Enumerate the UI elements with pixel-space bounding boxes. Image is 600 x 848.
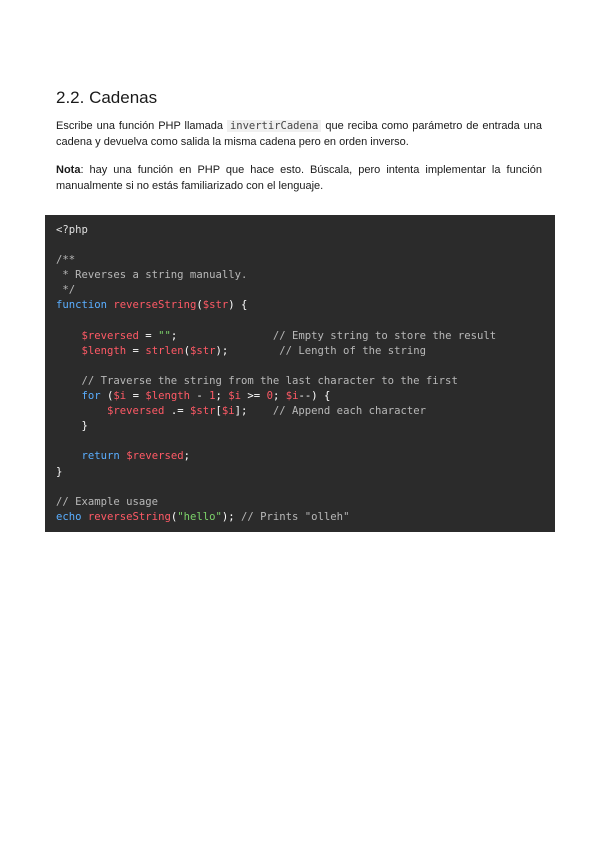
code-token: >= [241, 390, 267, 403]
code-token: $i [221, 405, 235, 418]
code-token: $length [81, 344, 127, 357]
code-line [56, 374, 555, 389]
code-token [56, 390, 82, 402]
code-line [56, 268, 555, 283]
code-token: $str [202, 299, 229, 312]
code-token: ); [221, 510, 242, 523]
code-token: // Prints "olleh" [241, 510, 350, 523]
code-token: $reversed [126, 450, 184, 463]
code-token: function [56, 299, 114, 312]
code-token: "" [158, 329, 171, 342]
code-token: $reversed [81, 329, 139, 342]
code-token: $str [189, 405, 216, 418]
code-line [56, 404, 555, 419]
code-token: } [56, 420, 88, 433]
code-line [56, 223, 555, 238]
code-token: for [81, 390, 101, 403]
code-token [56, 345, 82, 357]
code-line [56, 510, 555, 525]
code-line [56, 434, 555, 449]
code-token: ( [183, 344, 190, 357]
code-line [56, 344, 555, 359]
code-token: /** [56, 254, 76, 267]
code-line [56, 359, 555, 374]
code-token: <?php [56, 224, 88, 236]
code-token: $i [113, 390, 127, 403]
php-code-block [45, 215, 555, 532]
code-token: .= [164, 405, 190, 418]
code-token: } [56, 465, 63, 478]
task-text-before: Escribe una función PHP llamada [56, 120, 227, 132]
code-token: // Append each character [272, 405, 426, 418]
code-token: $reversed [107, 405, 165, 418]
code-line [56, 389, 555, 404]
code-token: $i [285, 390, 299, 403]
code-token: ; [183, 450, 190, 463]
code-token: ; [215, 390, 229, 403]
code-token: ; [272, 390, 286, 403]
code-token: // Traverse the string from the last character to the first [81, 374, 458, 387]
code-line [56, 495, 555, 510]
code-line [56, 253, 555, 268]
note-paragraph [56, 162, 542, 194]
code-line [56, 329, 555, 344]
code-token: ) { [228, 299, 248, 312]
code-token: ( [170, 510, 178, 523]
code-token: // Length of the string [279, 344, 426, 357]
code-token: ( [196, 299, 203, 312]
code-token: reverseString [87, 510, 171, 523]
code-token: = [138, 329, 159, 342]
code-token: [ [215, 405, 222, 418]
code-line [56, 298, 555, 313]
code-token [56, 330, 82, 342]
code-token: --) { [298, 390, 331, 403]
code-token: $length [145, 390, 190, 403]
code-line [56, 238, 555, 253]
code-token: // Empty string to store the result [272, 329, 497, 342]
code-token: "hello" [177, 510, 222, 523]
task-description [56, 118, 542, 150]
code-token: strlen [145, 344, 184, 357]
code-token: - [189, 390, 210, 403]
code-token: ( [100, 390, 114, 403]
code-token: = [126, 344, 146, 357]
code-token: ; [170, 329, 273, 342]
code-token: = [126, 390, 146, 403]
code-token [56, 405, 107, 417]
code-token: // Example usage [56, 495, 159, 508]
code-line [56, 419, 555, 434]
code-token: ]; [234, 405, 273, 418]
code-token: * Reverses a string manually. [56, 269, 248, 282]
code-token [56, 450, 82, 462]
code-line [56, 314, 555, 329]
code-line [56, 449, 555, 464]
note-label: Nota [56, 164, 81, 176]
code-token: ); [215, 344, 280, 357]
note-text: : hay una función en PHP que hace esto. Búscala, pero intenta implementar la función manualmente si no estás familiarizado con el lenguaje. [56, 164, 542, 192]
code-token: return [81, 450, 120, 463]
code-line [56, 465, 555, 480]
function-name-code: invertirCadena [227, 120, 322, 132]
code-token: echo [56, 510, 82, 523]
task-text-after: que reciba como parámetro de entrada una cadena y devuelva como salida la misma cadena pero en orden inverso. [56, 120, 542, 148]
code-token: 1 [209, 390, 216, 403]
code-token: $str [189, 344, 216, 357]
section-title: 2.2. Cadenas [56, 88, 158, 107]
code-token [56, 375, 82, 387]
code-token: reverseString [113, 299, 197, 312]
code-line [56, 480, 555, 495]
code-line [56, 283, 555, 298]
code-token: 0 [266, 390, 273, 403]
code-token: $i [228, 390, 242, 403]
code-token: */ [56, 284, 76, 297]
